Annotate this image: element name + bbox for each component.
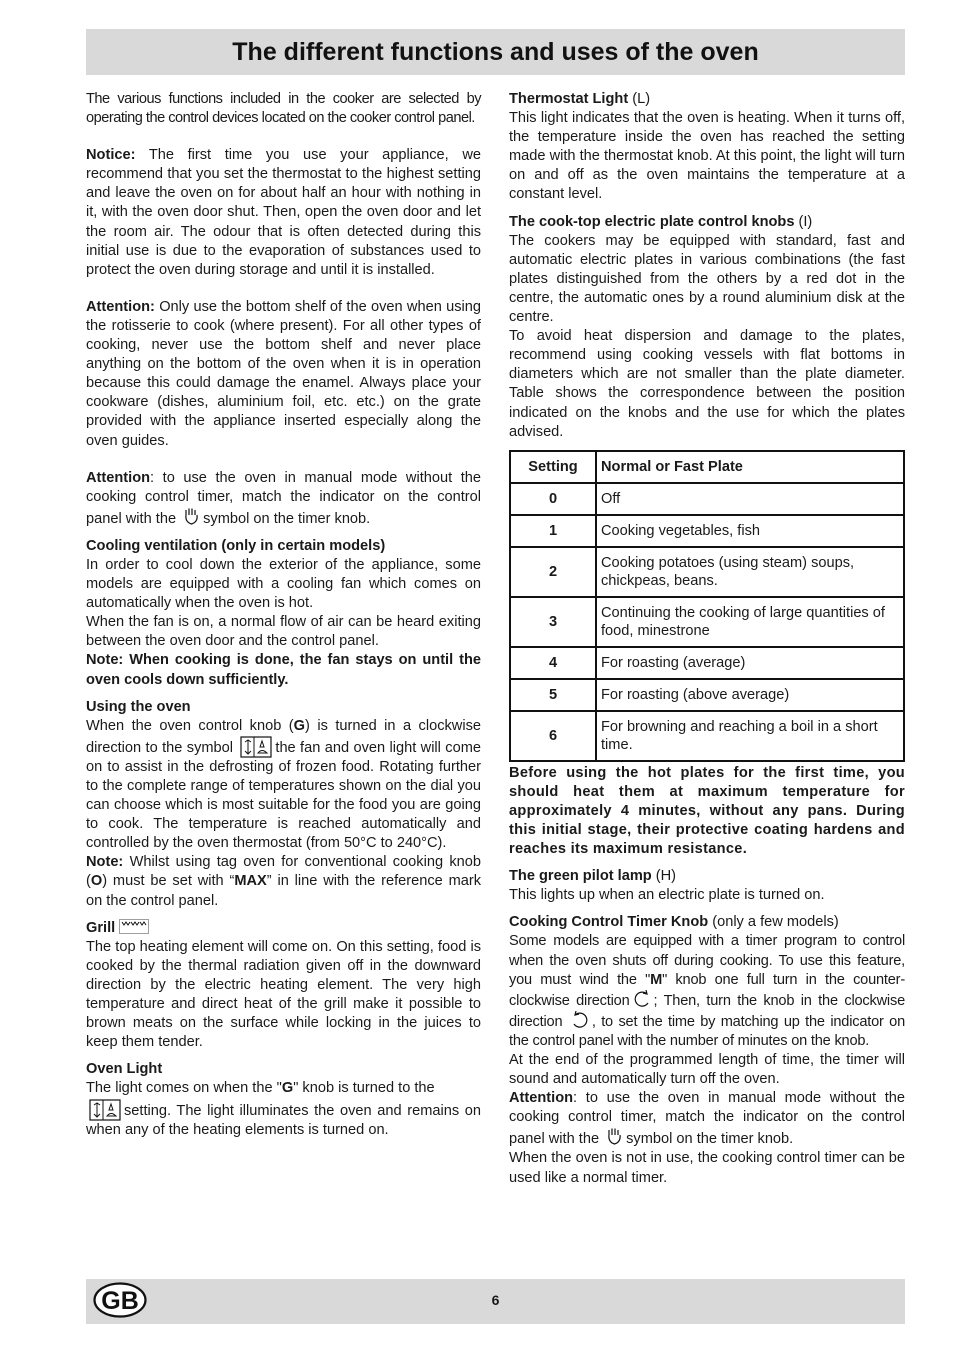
green-lamp-heading: The green pilot lamp (H) <box>509 868 677 885</box>
defrost-fan-icon <box>89 1099 121 1121</box>
table-cell-setting: 5 <box>510 679 596 711</box>
grill-icon <box>119 919 149 934</box>
left-column <box>86 90 481 1140</box>
table-cell-setting: 1 <box>510 515 596 547</box>
country-code: GB <box>101 1287 139 1315</box>
oven-light-text: The light comes on when the "G" knob is turned to the setting. The light illuminates the oven and remains on when any of the heating elements is turned on. <box>86 1080 481 1138</box>
cooling-note: Note: When cooking is done, the fan stays on until the oven cools down sufficiently. <box>86 652 481 688</box>
clockwise-icon <box>570 1011 590 1029</box>
title-bar <box>86 29 905 75</box>
table-cell-use: Continuing the cooking of large quantities of food, minestrone <box>596 597 904 647</box>
timer-text-2: At the end of the programmed length of time, the timer will sound and automatically turn off the oven. <box>509 1052 905 1088</box>
table-cell-use: For roasting (above average) <box>596 679 904 711</box>
table-cell-setting: 0 <box>510 483 596 515</box>
footer-bar <box>86 1279 905 1324</box>
using-text: When the oven control knob (G) is turned in a clockwise direction to the symbol the fan and oven light will come on to assist in the defrosting of frozen food. Rotating further to the complete range of temperatures shown on the dial you can choose which is most suitable for the food you are going to cook. The temperature is reached automatically and controlled by the oven thermostat (from 50°C to 240°C). <box>86 717 481 852</box>
oven-light-heading: Oven Light <box>86 1061 163 1078</box>
right-column <box>509 90 905 1188</box>
intro-paragraph: The various functions included in the cooker are selected by operating the control devices located on the cooker control panel. <box>86 91 481 127</box>
table-header-use: Normal or Fast Plate <box>596 451 904 483</box>
cooling-text-2: When the fan is on, a normal flow of air can be heard exiting between the oven door and the control panel. <box>86 614 481 650</box>
manual-hand-icon <box>606 1127 623 1146</box>
table-cell-use: Cooking potatoes (using steam) soups, chickpeas, beans. <box>596 547 904 597</box>
table-cell-setting: 4 <box>510 647 596 679</box>
plate-knobs-text-1: The cookers may be equipped with standard, fast and automatic electric plates in various combinations (the fast plates distinguished from the others by a red dot in the centre, the automatic ones by a round aluminium disk at the centre. <box>509 232 905 326</box>
before-use-warning: Before using the hot plates for the first time, you should heat them at maximum temperature for approximately 4 minutes, without any pans. During this initial stage, their protective coating hardens and reaches its maximum resistance. <box>509 764 905 858</box>
cooling-text-1: In order to cool down the exterior of the appliance, some models are equipped with a cooling fan which comes on automatically when the oven is hot. <box>86 556 481 612</box>
table-row <box>510 483 904 515</box>
cooling-heading: Cooling ventilation (only in certain models) <box>86 537 386 554</box>
table-header-row <box>510 451 904 483</box>
plate-knobs-text-2: To avoid heat dispersion and damage to the plates, recommend using cooking vessels with flat bottoms in diameters which are not smaller than the plate diameter. Table shows the correspondence between the position indicated on the knobs and the use for which the plates advised. <box>509 328 905 440</box>
notice-paragraph: Notice: The first time you use your appliance, we recommend that you set the thermostat to the highest setting and leave the oven on for about half an hour with nothing in it, with the oven door shut. Then, open the oven door and let the room air. The odour that is often detected during this initial use is due to the evaporation of substances used to protect the oven during storage and until it is installed. <box>86 147 481 278</box>
table-row <box>510 647 904 679</box>
timer-text-3: When the oven is not in use, the cooking control timer can be used like a normal timer. <box>509 1150 905 1186</box>
grill-text: The top heating element will come on. On this setting, food is cooked by the thermal radiation given off in the downward direction by the electric heating element. The very high temperature and direct heat of the grill make it possible to brown meats on the surface while locking in the juices to keep them tender. <box>86 938 481 1051</box>
green-lamp-text: This lights up when an electric plate is turned on. <box>509 887 825 904</box>
table-cell-setting: 3 <box>510 597 596 647</box>
table-cell-use: Cooking vegetables, fish <box>596 515 904 547</box>
counterclockwise-icon <box>632 990 652 1008</box>
table-cell-use: For browning and reaching a boil in a short time. <box>596 711 904 761</box>
plate-settings-table <box>509 450 905 762</box>
table-cell-setting: 2 <box>510 547 596 597</box>
grill-heading: Grill <box>86 919 481 938</box>
attention-paragraph-1: Attention: Only use the bottom shelf of the oven when using the rotisserie to cook (where present). For all other types of cooking, never use the bottom shelf and never place anything on the bottom of the oven when it is in operation because this could damage the enamel. Always place your cookware (dishes, aluminium foil, etc. etc.) on the grate provided with the appliance inserted especially along the oven guides. <box>86 298 481 449</box>
timer-text: Some models are equipped with a timer program to control when the oven shuts off during cooking. To use this feature, you must wind the "M" knob one full turn in the counter-clockwise direction ; Then, turn the knob in the clockwise direction , to set the time by matching up the indicator on the control panel with the number of minutes on the knob. <box>509 933 906 1049</box>
attention-paragraph-2: Attention: to use the oven in manual mode without the cooking control timer, match the indicator on the control panel with the symbol on the timer knob. <box>86 469 481 527</box>
table-row <box>510 679 904 711</box>
table-cell-setting: 6 <box>510 711 596 761</box>
table-row <box>510 515 904 547</box>
thermostat-heading: Thermostat Light (L) <box>509 91 651 107</box>
table-row <box>510 711 904 761</box>
manual-hand-icon <box>183 507 200 526</box>
timer-heading: Cooking Control Timer Knob (only a few models) <box>509 914 839 931</box>
page-number: 6 <box>491 1292 500 1308</box>
defrost-fan-icon <box>240 736 272 758</box>
table-cell-use: For roasting (average) <box>596 647 904 679</box>
table-row <box>510 597 904 647</box>
plate-knobs-heading: The cook-top electric plate control knobs (I) <box>509 213 813 230</box>
table-row <box>510 547 904 597</box>
table-header-setting: Setting <box>510 451 596 483</box>
thermostat-text: This light indicates that the oven is heating. When it turns off, the temperature inside the oven has reached the setting made with the thermostat knob. At this point, the light will turn on and off as the oven maintains the temperature at a constant level. <box>509 110 905 203</box>
table-cell-use: Off <box>596 483 904 515</box>
using-note: Note: Whilst using tag oven for conventional cooking knob (O) must be set with “MAX” in line with the reference mark on the control panel. <box>86 854 481 909</box>
using-heading: Using the oven <box>86 698 191 715</box>
page-title: The different functions and uses of the oven <box>232 38 759 66</box>
timer-attention: Attention: to use the oven in manual mode without the cooking control timer, match the indicator on the control panel with the symbol on the timer knob. <box>509 1090 905 1148</box>
